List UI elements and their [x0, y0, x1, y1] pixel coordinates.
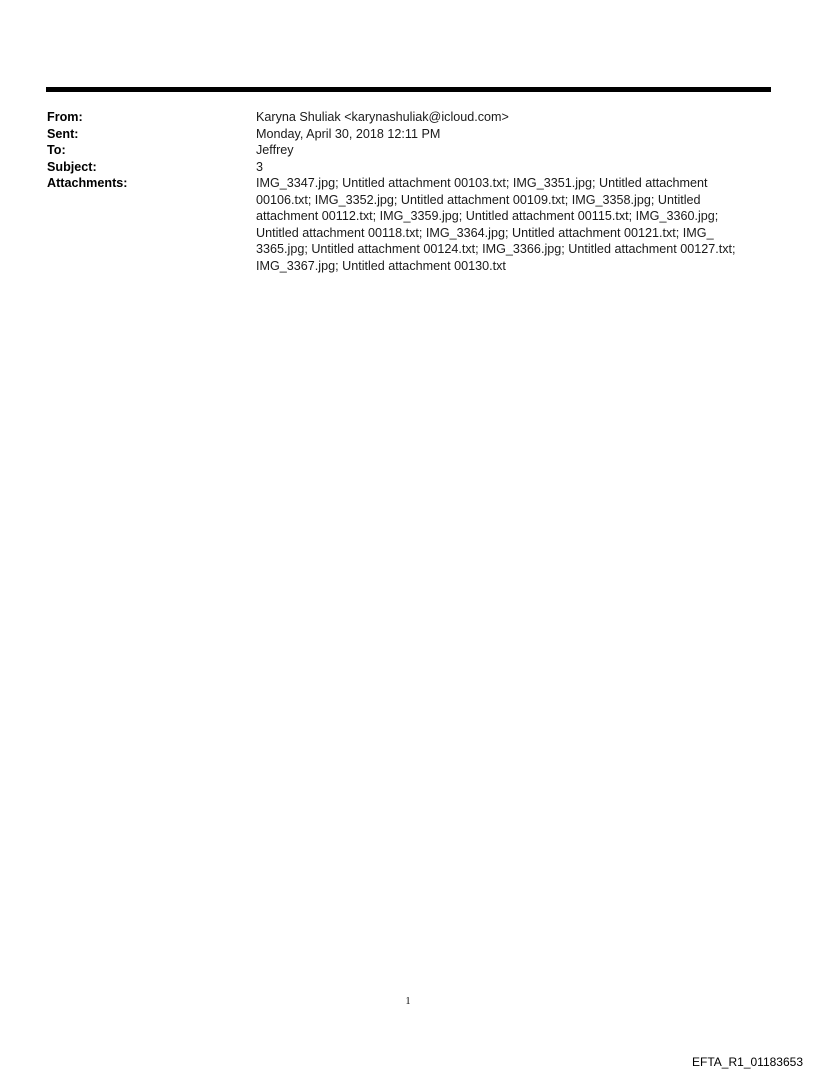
to-value: Jeffrey: [256, 143, 294, 157]
page-number: 1: [405, 996, 411, 1007]
attachments-line: IMG_3347.jpg; Untitled attachment 00103.txt; IMG_3351.jpg; Untitled attachment: [256, 176, 708, 190]
from-row: [47, 109, 772, 126]
attachments-line: 00106.txt; IMG_3352.jpg; Untitled attachment 00109.txt; IMG_3358.jpg; Untitled: [256, 192, 701, 207]
subject-label: Subject:: [47, 159, 97, 174]
sent-row: [47, 126, 772, 143]
sent-label: Sent:: [47, 126, 79, 141]
bates-number: EFTA_R1_01183653: [692, 1055, 803, 1069]
attachments-line: IMG_3367.jpg; Untitled attachment 00130.txt: [256, 258, 506, 273]
attachments-line: 3365.jpg; Untitled attachment 00124.txt; IMG_3366.jpg; Untitled attachment 00127.txt;: [256, 242, 736, 256]
email-header: [47, 109, 772, 274]
sent-value: Monday, April 30, 2018 12:11 PM: [256, 126, 441, 141]
header-divider-rule: [46, 87, 771, 92]
to-row: [47, 142, 772, 159]
attachments-line: Untitled attachment 00118.txt; IMG_3364.jpg; Untitled attachment 00121.txt; IMG_: [256, 225, 714, 240]
attachments-row: [47, 175, 772, 274]
subject-row: [47, 159, 772, 176]
attachments-value: [256, 175, 772, 274]
subject-value: 3: [256, 159, 264, 174]
to-label: To:: [47, 143, 66, 157]
attachments-line: attachment 00112.txt; IMG_3359.jpg; Untitled attachment 00115.txt; IMG_3360.jpg;: [256, 209, 719, 223]
from-label: From:: [47, 110, 83, 124]
from-value: Karyna Shuliak <karynashuliak@icloud.com>: [256, 110, 509, 124]
attachments-label: Attachments:: [47, 176, 128, 190]
